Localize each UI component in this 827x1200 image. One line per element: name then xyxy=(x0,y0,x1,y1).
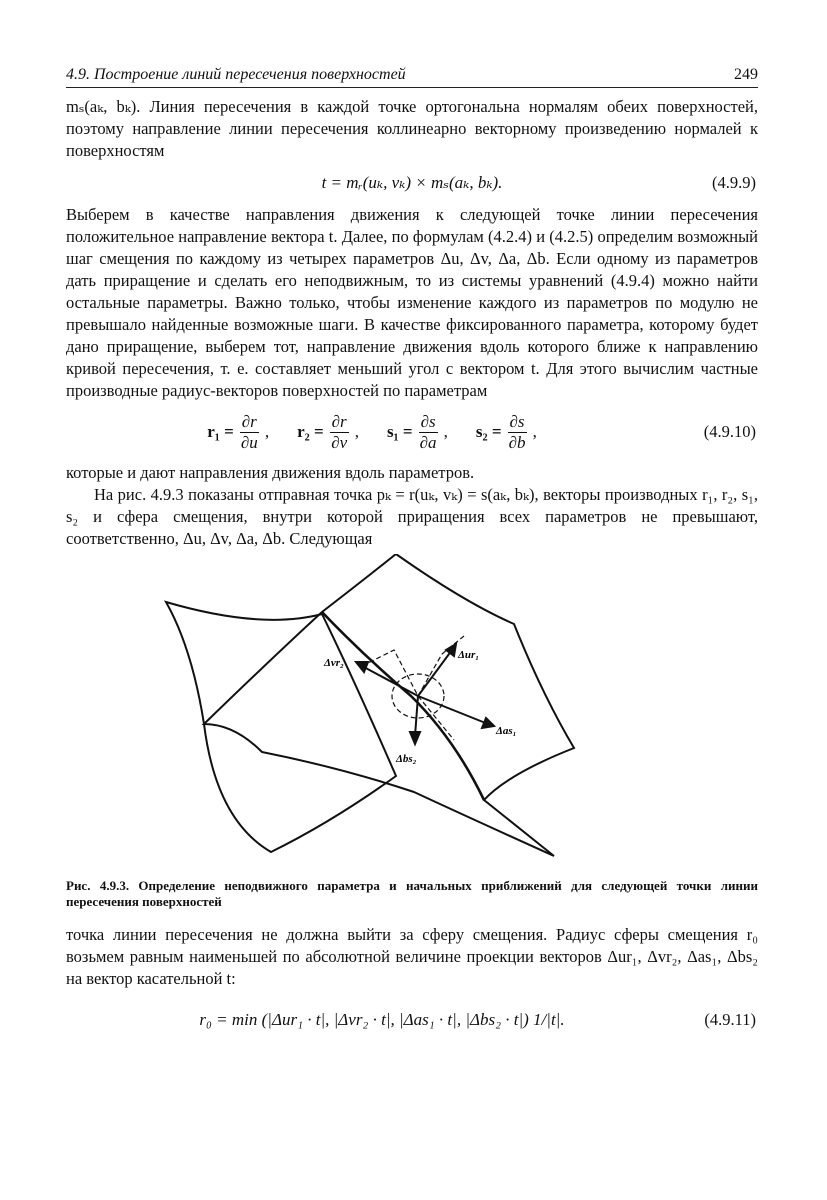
surface-2-outline xyxy=(204,554,574,856)
label-db-s2: Δbs₂ xyxy=(396,753,417,765)
equation-number: (4.9.11) xyxy=(704,1010,756,1029)
surface-1-outline xyxy=(166,602,396,852)
paragraph-2: Выберем в качестве направления движения к следующей точке линии пересечения положительное направление вектора t. Далее, по формулам (4.2.4) и (4.2.5) определим возможный шаг смещения по каждому из четырех параметров Δu, Δv, Δa, Δb. Если одному из параметров дать приращение и сделать его неподвижным, то из системы уравнений (4.9.4) можно найти остальные параметры. Важно только, чтобы изменение каждого из параметров по модулю не превышало найденные возможные шаги. В качестве фиксированного параметра, которому будет дано приращение, выберем тот, направление движения вдоль которого ближе к направлению кривой пересечения, т. е. составляет меньший угол с вектором t. Для этого вычислим частные производные радиус-векторов поверхностей по параметрам xyxy=(66,205,758,400)
vector-dv-r2 xyxy=(362,666,418,696)
vector-du-r1 xyxy=(418,650,452,696)
equation-body: r₀ = min (|Δur₁ · t|, |Δvr₂ · t|, |Δas₁ · t|, |Δbs₂ · t|) 1/|t|. xyxy=(199,1010,565,1029)
derivative-s2: s₂ = $\frac{\partial s}{\partial b}$ , xyxy=(475,411,537,452)
equation-4-9-9 xyxy=(66,166,758,200)
vector-da-s1 xyxy=(418,696,488,724)
equation-4-9-10 xyxy=(66,404,758,460)
page xyxy=(66,66,758,1042)
derivative-r2: r₂ = $\frac{\partial r}{\partial v}$ , xyxy=(297,411,359,452)
equation-number: (4.9.10) xyxy=(703,422,756,441)
label-du-r1: Δur₁ xyxy=(458,649,480,661)
equation-4-9-11 xyxy=(66,998,758,1042)
derivative-r1: r₁ = $\frac{\partial r}{\partial u}$ , xyxy=(207,411,270,452)
figure-caption: Рис. 4.9.3. Определение неподвижного параметра и начальных приближений для следующей точки линии пересечения поверхностей xyxy=(66,878,758,909)
equation-number: (4.9.9) xyxy=(712,173,756,192)
projection-dash-1 xyxy=(362,650,418,696)
paragraph-4: На рис. 4.9.3 показаны отправная точка pₖ = r(uₖ, vₖ) = s(aₖ, bₖ), векторы производных r₁, r₂, s₁, s₂ и сфера смещения, внутри которой приращения всех параметров не превышают, соответственно, Δu, Δv, Δa, Δb. Следующая xyxy=(66,485,758,548)
equation-body: t = mᵣ(uₖ, vₖ) × mₛ(aₖ, bₖ). xyxy=(321,173,503,192)
running-header xyxy=(66,66,758,88)
header-title: 4.9. Построение линий пересечения поверхностей xyxy=(66,66,406,83)
paragraph-5: точка линии пересечения не должна выйти за сферу смещения. Радиус сферы смещения r₀ возьмем равным наименьшей по абсолютной величине проекции векторов Δur₁, Δvr₂, Δas₁, Δbs₂ на вектор касательной t: xyxy=(66,925,758,988)
derivative-s1: s₁ = $\frac{\partial s}{\partial a}$ , xyxy=(386,411,448,452)
label-dv-r2: Δvr₂ xyxy=(324,657,344,669)
surfaces-diagram xyxy=(66,554,758,874)
label-da-s1: Δas₁ xyxy=(496,725,517,737)
paragraph-3: которые и дают направления движения вдоль параметров. xyxy=(66,463,475,482)
paragraph-1: mₛ(aₖ, bₖ). Линия пересечения в каждой точке ортогональна нормалям обеих поверхностей, поэтому направление линии пересечения коллинеарно векторному произведению нормалей к поверхностям xyxy=(66,97,758,160)
page-number: 249 xyxy=(734,66,758,83)
figure-4-9-3 xyxy=(66,554,758,874)
